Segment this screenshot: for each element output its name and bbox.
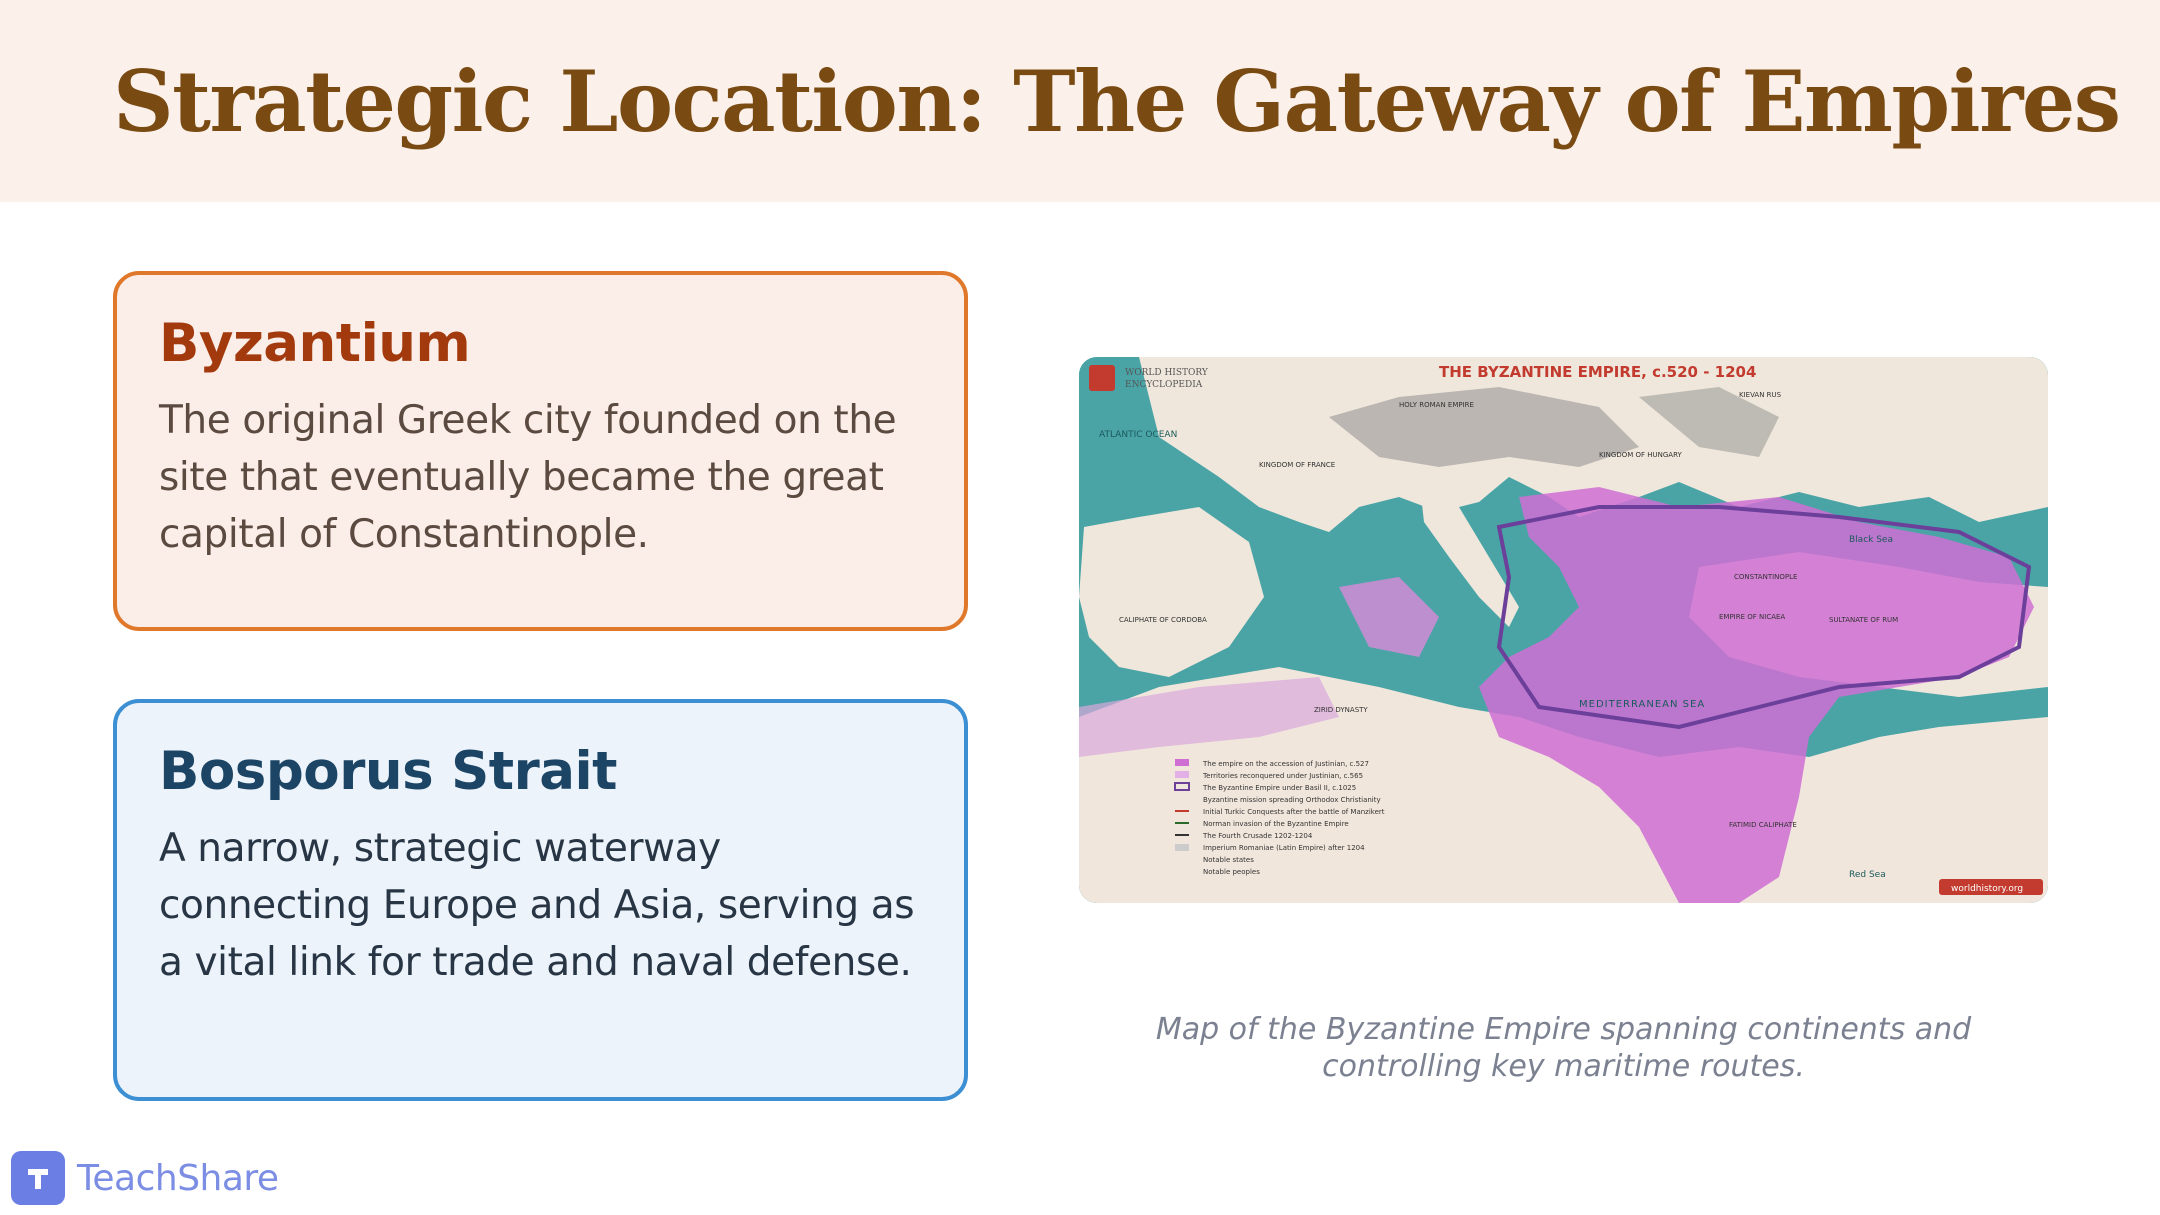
legend-item-5: Norman invasion of the Byzantine Empire <box>1203 820 1349 828</box>
legend-item-4: Initial Turkic Conquests after the battle of Manzikert <box>1203 808 1385 816</box>
place-label-5: FATIMID CALIPHATE <box>1729 821 1797 829</box>
black-sea-label: Black Sea <box>1849 535 1893 545</box>
place-label-9: CALIPHATE OF CORDOBA <box>1119 616 1207 624</box>
bosporus-description: A narrow, strategic waterway connecting Europe and Asia, serving as a vital link for trade and naval defense. <box>159 826 915 985</box>
sea-label: MEDITERRANEAN SEA <box>1579 699 1706 710</box>
legend-item-6: The Fourth Crusade 1202-1204 <box>1203 832 1313 840</box>
legend-item-8: Notable states <box>1203 856 1254 864</box>
publisher-line2: ENCYCLOPEDIA <box>1125 380 1203 390</box>
legend-item-3: Byzantine mission spreading Orthodox Christianity <box>1203 796 1381 804</box>
teachshare-t-icon <box>11 1151 65 1205</box>
bosporus-heading: Bosporus Strait <box>159 741 617 802</box>
brand-name: TeachShare <box>77 1157 279 1199</box>
byzantium-description: The original Greek city founded on the site that eventually became the great capital of Constantinople. <box>159 398 897 557</box>
publisher-logo-icon <box>1089 365 1115 391</box>
place-label-2: HOLY ROMAN EMPIRE <box>1399 401 1474 409</box>
place-label-3: KIEVAN RUS <box>1739 391 1782 399</box>
legend-item-7: Imperium Romaniae (Latin Empire) after 1204 <box>1203 844 1365 852</box>
place-label-8: ZIRID DYNASTY <box>1314 706 1368 714</box>
place-label-0: CONSTANTINOPLE <box>1734 573 1798 581</box>
bosporus-card <box>113 699 968 1101</box>
map-graphic <box>1079 357 2048 903</box>
place-label-4: KINGDOM OF HUNGARY <box>1599 451 1682 459</box>
slide-header <box>0 0 2160 202</box>
site-label: worldhistory.org <box>1951 884 2024 894</box>
place-label-7: EMPIRE OF NICAEA <box>1719 613 1786 621</box>
byzantium-card <box>113 271 968 631</box>
map-caption: Map of the Byzantine Empire spanning continents and controlling key maritime routes. <box>1155 1012 1972 1084</box>
byzantine-empire-map <box>1079 357 2048 903</box>
legend-item-2: The Byzantine Empire under Basil II, c.1025 <box>1203 784 1357 792</box>
place-label-1: KINGDOM OF FRANCE <box>1259 461 1336 469</box>
legend-item-9: Notable peoples <box>1203 868 1260 876</box>
byzantium-heading: Byzantium <box>159 313 471 374</box>
place-label-6: SULTANATE OF RUM <box>1829 616 1899 624</box>
teachshare-brand[interactable] <box>11 1150 279 1206</box>
slide-title: Strategic Location: The Gateway of Empires <box>113 52 2120 151</box>
legend-item-0: The empire on the accession of Justinian, c.527 <box>1203 760 1369 768</box>
ocean-label: ATLANTIC OCEAN <box>1099 430 1178 440</box>
map-title: THE BYZANTINE EMPIRE, c.520 - 1204 <box>1439 363 1757 381</box>
red-sea-label: Red Sea <box>1849 870 1886 880</box>
legend-item-1: Territories reconquered under Justinian, c.565 <box>1203 772 1364 780</box>
publisher-line1: WORLD HISTORY <box>1125 368 1208 378</box>
